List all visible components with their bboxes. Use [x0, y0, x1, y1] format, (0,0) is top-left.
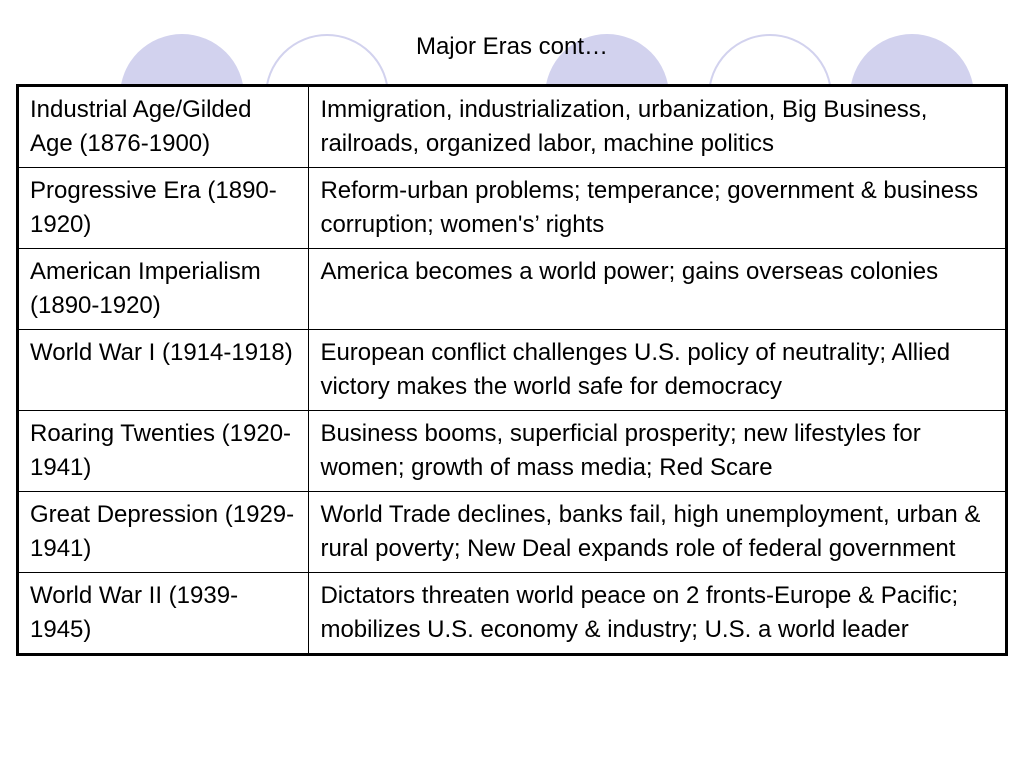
era-description-cell: Immigration, industrialization, urbanization, Big Business, railroads, organized labor, machine politics	[309, 86, 1007, 168]
era-description-cell: America becomes a world power; gains overseas colonies	[309, 249, 1007, 330]
table-row	[18, 168, 1007, 249]
era-description-cell: European conflict challenges U.S. policy of neutrality; Allied victory makes the world safe for democracy	[309, 330, 1007, 411]
era-name-cell: Industrial Age/Gilded Age (1876-1900)	[18, 86, 309, 168]
table-row	[18, 249, 1007, 330]
era-description-cell: Reform-urban problems; temperance; government & business corruption; women's’ rights	[309, 168, 1007, 249]
era-description-cell: World Trade declines, banks fail, high unemployment, urban & rural poverty; New Deal expands role of federal government	[309, 492, 1007, 573]
era-name-cell: Great Depression (1929-1941)	[18, 492, 309, 573]
eras-table	[16, 84, 1008, 656]
table-row	[18, 411, 1007, 492]
era-description-cell: Dictators threaten world peace on 2 fronts-Europe & Pacific; mobilizes U.S. economy & industry; U.S. a world leader	[309, 573, 1007, 655]
era-name-cell: Roaring Twenties (1920-1941)	[18, 411, 309, 492]
era-name-cell: Progressive Era (1890-1920)	[18, 168, 309, 249]
slide-title: Major Eras cont…	[415, 33, 609, 60]
era-description-cell: Business booms, superficial prosperity; new lifestyles for women; growth of mass media; Red Scare	[309, 411, 1007, 492]
table-row	[18, 330, 1007, 411]
era-name-cell: American Imperialism (1890-1920)	[18, 249, 309, 330]
table-row	[18, 573, 1007, 655]
table-row	[18, 492, 1007, 573]
era-name-cell: World War I (1914-1918)	[18, 330, 309, 411]
table-row	[18, 86, 1007, 168]
era-name-cell: World War II (1939-1945)	[18, 573, 309, 655]
